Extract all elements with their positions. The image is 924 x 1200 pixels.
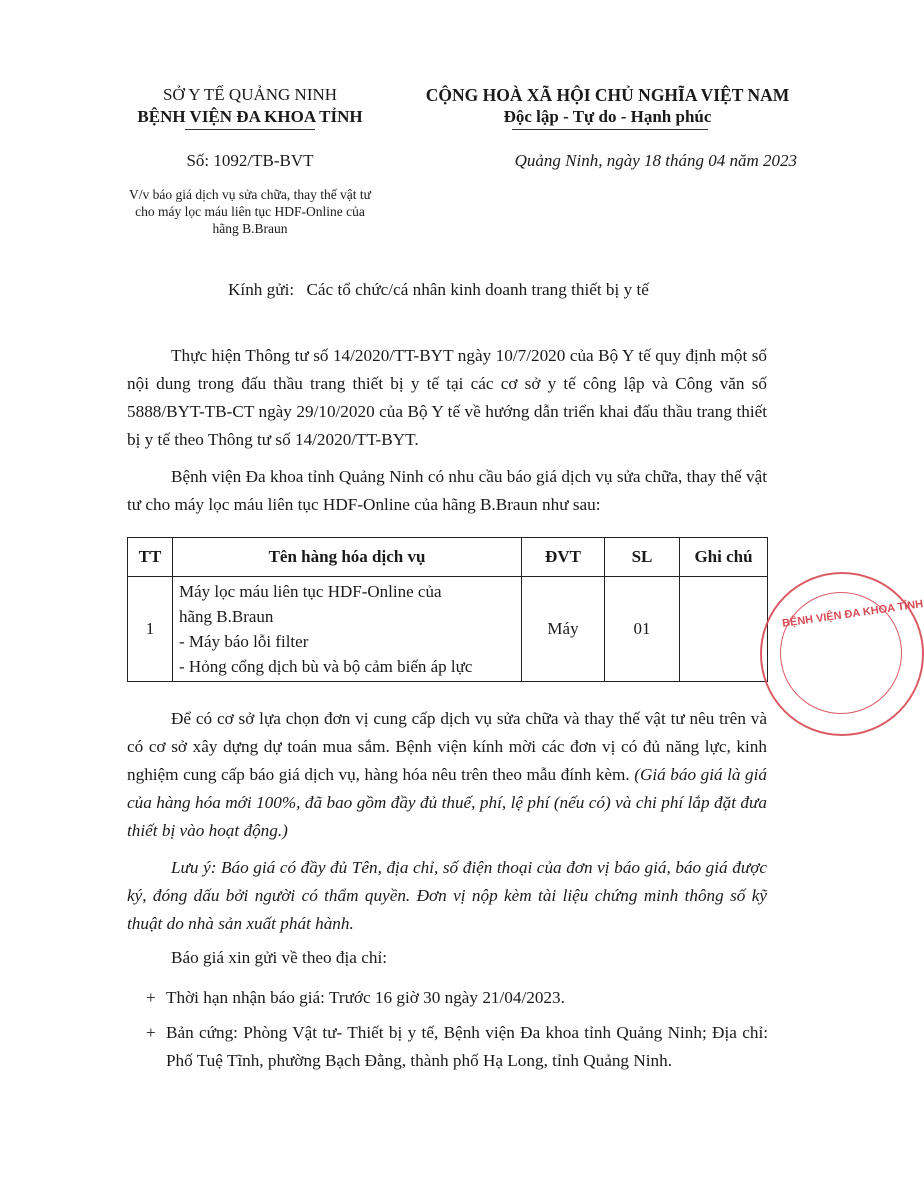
bullet-address-text: Bản cứng: Phòng Vật tư- Thiết bị y tế, Bệnh viện Đa khoa tỉnh Quảng Ninh; Địa chỉ: Phố Tuệ Tĩnh, phường Bạch Đằng, thành phố Hạ Long, tỉnh Quảng Ninh. [166, 1023, 768, 1070]
cell-unit: Máy [522, 577, 605, 682]
table-row [128, 577, 768, 682]
recipient-value: Các tổ chức/cá nhân kinh doanh trang thiết bị y tế [306, 280, 649, 299]
subject-line-2: cho máy lọc máu liên tục HDF-Online của [135, 204, 365, 219]
recipient-label: Kính gửi: [228, 280, 295, 299]
col-header-tt: TT [128, 538, 173, 577]
paragraph-legal-basis: Thực hiện Thông tư số 14/2020/TT-BYT ngày 10/7/2020 của Bộ Y tế quy định một số nội dung trong đấu thầu trang thiết bị y tế tại các cơ sở y tế công lập và Công văn số 5888/BYT-TB-CT ngày 29/10/2020 của Bộ Y tế về hướng dẫn triển khai đấu thầu trang thiết bị y tế theo Thông tư số 14/2020/TT-BYT. [127, 346, 767, 449]
item-fault-line-2: - Hỏng cổng dịch bù và bộ cảm biến áp lực [179, 657, 473, 676]
invitation-price-note: (Giá báo giá là giá của hàng hóa mới 100%, đã bao gồm đầy đủ thuế, phí, lệ phí (nếu có) và chi phí lắp đặt đưa thiết bị vào hoạt động.) [127, 765, 767, 840]
bullet-address [146, 1019, 768, 1075]
subject-line-1: V/v báo giá dịch vụ sửa chữa, thay thế vật tư [128, 187, 371, 202]
agency-name: SỞ Y TẾ QUẢNG NINH [162, 85, 338, 104]
official-seal [760, 572, 924, 736]
country-name: CỘNG HOÀ XÃ HỘI CHỦ NGHĨA VIỆT NAM [425, 85, 790, 105]
paragraph-request: Bệnh viện Đa khoa tỉnh Quảng Ninh có nhu cầu báo giá dịch vụ sửa chữa, thay thế vật tư cho máy lọc máu liên tục HDF-Online của hãng B.Braun như sau: [127, 467, 767, 514]
cell-tt: 1 [128, 577, 173, 682]
paragraph-note: Lưu ý: Báo giá có đầy đủ Tên, địa chỉ, số điện thoại của đơn vị báo giá, báo giá được ký, đóng dấu bởi người có thẩm quyền. Đơn vị nộp kèm tài liệu chứng minh thông số kỹ thuật do nhà sản xuất phát hành. [127, 858, 767, 933]
col-header-note: Ghi chú [680, 538, 768, 577]
col-header-unit: ĐVT [522, 538, 605, 577]
col-header-qty: SL [605, 538, 680, 577]
item-name-line-2: hãng B.Braun [179, 607, 274, 626]
bullet-symbol: + [146, 1023, 156, 1042]
header-divider-left [185, 129, 315, 130]
document-number: Số: 1092/TB-BVT [186, 151, 314, 170]
cell-note [680, 577, 768, 682]
item-fault-line-1: - Máy báo lỗi filter [179, 632, 309, 651]
paragraph-invitation [127, 705, 767, 845]
recipient-line [228, 280, 649, 300]
subject-line-3: hãng B.Braun [212, 221, 288, 236]
cell-name [173, 577, 522, 682]
col-header-name: Tên hàng hóa dịch vụ [173, 538, 522, 577]
hospital-name: BỆNH VIỆN ĐA KHOA TỈNH [137, 107, 363, 126]
cell-qty: 01 [605, 577, 680, 682]
paragraph-send-to: Báo giá xin gửi về theo địa chỉ: [171, 948, 387, 967]
official-seal-text: BỆNH VIỆN ĐA KHOA TỈNH [781, 598, 924, 630]
place-date: Quảng Ninh, ngày 18 tháng 04 năm 2023 [514, 151, 797, 170]
invitation-text: Để có cơ sở lựa chọn đơn vị cung cấp dịch vụ sửa chữa và thay thế vật tư nêu trên và có cơ sở xây dựng dự toán mua sắm. Bệnh viện kính mời các đơn vị có đủ năng lực, kinh nghiệm cung cấp báo giá dịch vụ, hàng hóa nêu trên theo mẫu đính kèm. [127, 709, 767, 784]
goods-table [127, 537, 768, 682]
table-header-row [128, 538, 768, 577]
bullet-symbol: + [146, 988, 156, 1007]
national-motto: Độc lập - Tự do - Hạnh phúc [503, 107, 712, 126]
bullet-deadline [146, 984, 768, 1012]
bullet-deadline-text: Thời hạn nhận báo giá: Trước 16 giờ 30 ngày 21/04/2023. [166, 988, 565, 1007]
header-divider-right [512, 129, 708, 130]
item-name-line-1: Máy lọc máu liên tục HDF-Online của [179, 582, 442, 601]
